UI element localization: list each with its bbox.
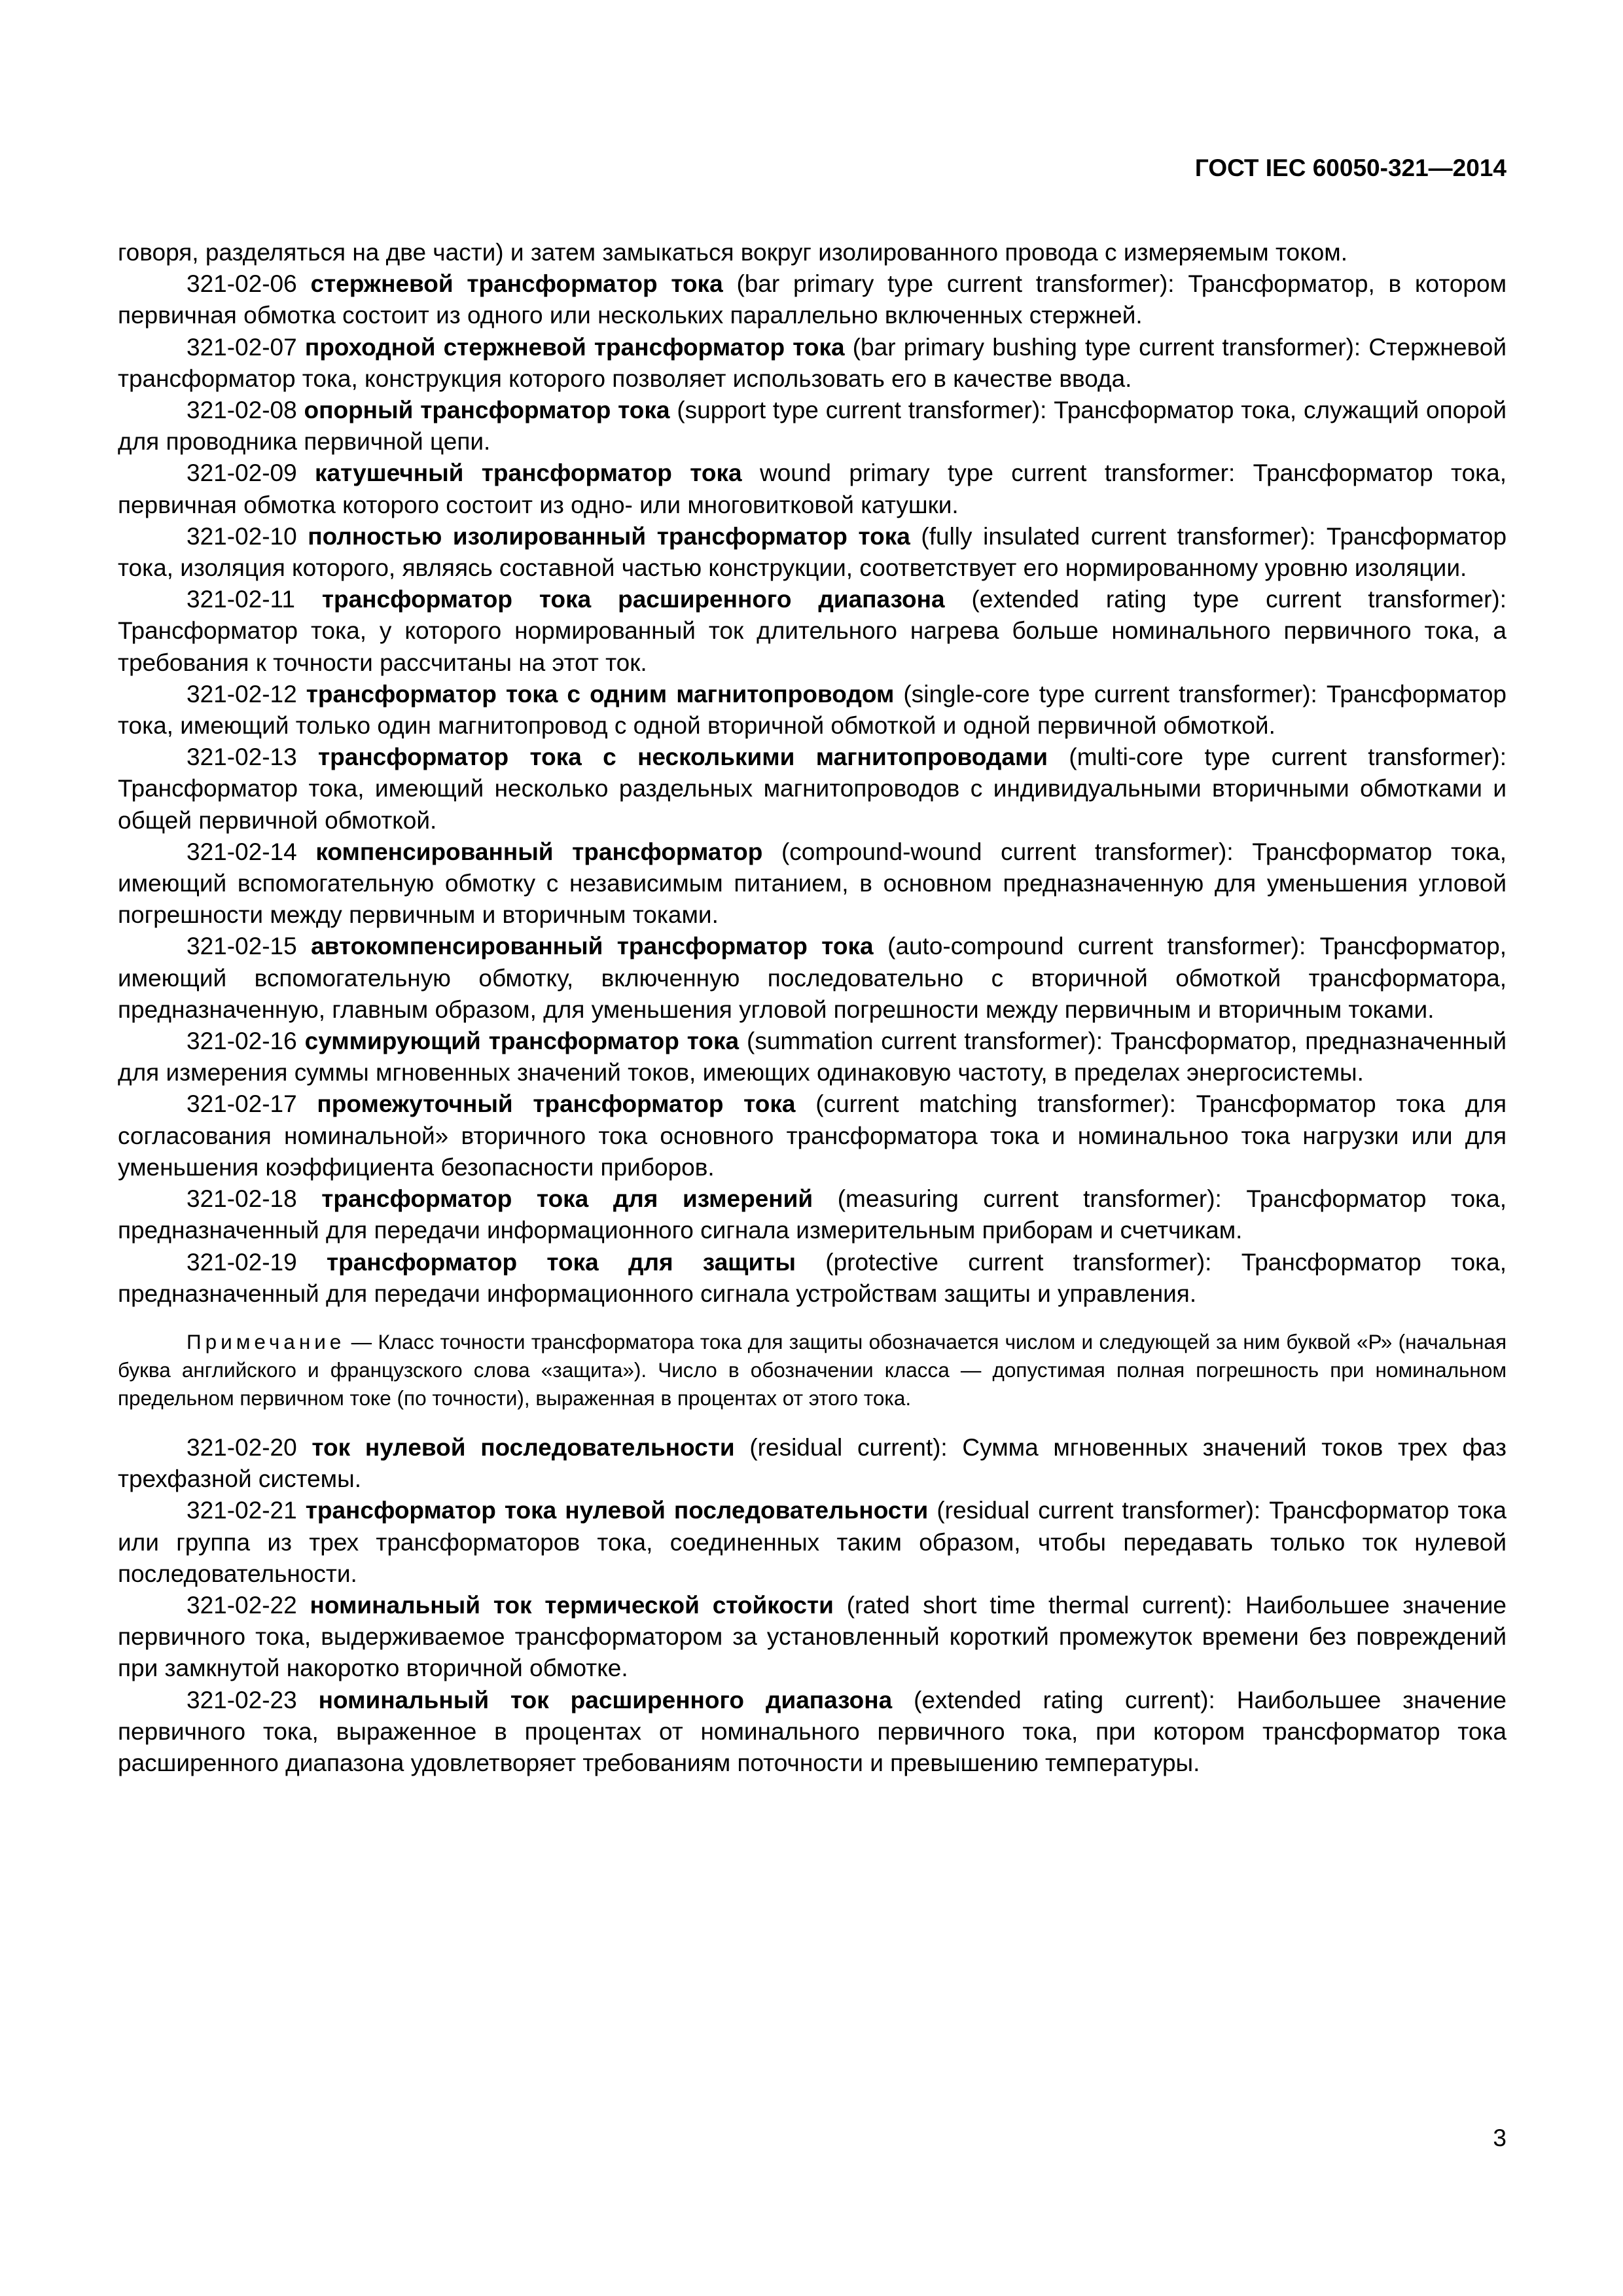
term-entry bbox=[118, 457, 1507, 520]
term-title: трансформатор тока для защиты bbox=[326, 1248, 796, 1276]
term-code: 321-02-19 bbox=[187, 1248, 297, 1276]
term-title: промежуточный трансформатор тока bbox=[317, 1090, 796, 1118]
term-entry bbox=[118, 1088, 1507, 1183]
continuation-paragraph: говоря, разделяться на две части) и затем замыкаться вокруг изолированного провода с измеряемым током. bbox=[118, 239, 1347, 266]
term-code: 321-02-21 bbox=[187, 1497, 297, 1524]
term-definition: (bar primary type current transformer): Трансформатор, в котором первичная обмотка состоит из одного или нескольких параллельно включенных стержней. bbox=[118, 270, 1507, 329]
term-entry bbox=[118, 1247, 1507, 1310]
term-definition: (compound-wound current transformer): Трансформатор тока, имеющий вспомогательную обмотку с независимым питанием, в основном предназначенную для уменьшения угловой погрешности между первичным и вторичным токами. bbox=[118, 838, 1507, 929]
term-title: проходной стержневой трансформатор тока bbox=[304, 333, 845, 361]
terms-list-b bbox=[118, 1432, 1507, 1779]
term-entry bbox=[118, 521, 1507, 584]
term-code: 321-02-22 bbox=[187, 1591, 297, 1619]
term-title: номинальный ток расширенного диапазона bbox=[318, 1686, 893, 1713]
note-text: — Класс точности трансформатора тока для защиты обозначается числом и следующей за ним буквой «Р» (начальная буква английского и французского слова «защита»). Число в обозначении класса — допустимая полная погрешность при номинальном предельном первичном токе (по точности), выраженная в процентах от этого тока. bbox=[118, 1329, 1507, 1410]
term-code: 321-02-18 bbox=[187, 1185, 297, 1213]
term-entry bbox=[118, 332, 1507, 395]
page-number: 3 bbox=[1493, 2125, 1507, 2151]
term-title: опорный трансформатор тока bbox=[304, 397, 670, 424]
term-definition: (bar primary bushing type current transformer): Стержневой трансформатор тока, конструкция которого позволяет использовать его в качестве ввода. bbox=[118, 333, 1507, 392]
term-entry bbox=[118, 395, 1507, 457]
term-definition: (summation current transformer): Трансформатор, предназначенный для измерения суммы мгновенных значений токов, имеющих одинаковую частоту, в пределах энергосистемы. bbox=[118, 1028, 1507, 1086]
term-definition: (extended rating type current transformer): Трансформатор тока, у которого нормированный ток длительного нагрева больше номинального первичного тока, а требования к точности рассчитаны на этот ток. bbox=[118, 586, 1507, 676]
term-code: 321-02-11 bbox=[187, 586, 295, 613]
term-entry bbox=[118, 679, 1507, 742]
term-definition: (protective current transformer): Трансформатор тока, предназначенный для передачи информационного сигнала устройствам защиты и управления. bbox=[118, 1248, 1507, 1307]
term-entry bbox=[118, 584, 1507, 679]
term-title: полностью изолированный трансформатор тока bbox=[308, 522, 910, 550]
term-definition: (auto-compound current transformer): Трансформатор, имеющий вспомогательную обмотку, включенную последовательно с вторичной обмоткой трансформатора, предназначенную, главным образом, для уменьшения угловой погрешности между первичным и вторичным токами. bbox=[118, 933, 1507, 1023]
term-entry bbox=[118, 1495, 1507, 1590]
term-definition: (single-core type current transformer): Трансформатор тока, имеющий только один магнитопровод с одной вторичной обмоткой и одной первичной обмоткой. bbox=[118, 680, 1507, 740]
term-definition: (rated short time thermal current): Наибольшее значение первичного тока, выдерживаемое трансформатором за установленный короткий промежуток времени без повреждений при замкнутой накоротко вторичной обмотке. bbox=[118, 1591, 1507, 1682]
term-entry bbox=[118, 1026, 1507, 1088]
term-title: суммирующий трансформатор тока bbox=[304, 1028, 740, 1055]
term-entry bbox=[118, 836, 1507, 931]
term-title: трансформатор тока расширенного диапазона bbox=[321, 586, 945, 613]
term-title: номинальный ток термической стойкости bbox=[310, 1591, 834, 1619]
term-code: 321-02-23 bbox=[187, 1686, 297, 1713]
term-entry bbox=[118, 1432, 1507, 1495]
term-code: 321-02-16 bbox=[187, 1028, 297, 1055]
term-definition: (residual current): Сумма мгновенных значений токов трех фаз трехфазной системы. bbox=[118, 1433, 1507, 1493]
term-code: 321-02-17 bbox=[187, 1090, 297, 1118]
term-title: компенсированный трансформатор bbox=[315, 838, 763, 865]
term-entry bbox=[118, 931, 1507, 1026]
term-entry bbox=[118, 1685, 1507, 1780]
term-entry bbox=[118, 1183, 1507, 1246]
note-paragraph bbox=[118, 1328, 1507, 1412]
term-code: 321-02-13 bbox=[187, 744, 297, 771]
term-definition: (residual current transformer): Трансформатор тока или группа из трех трансформаторов тока, соединенных таким образом, чтобы передавать только ток нулевой последовательности. bbox=[118, 1497, 1507, 1587]
term-code: 321-02-09 bbox=[187, 459, 297, 487]
term-code: 321-02-14 bbox=[187, 838, 297, 865]
term-code: 321-02-06 bbox=[187, 270, 297, 298]
term-code: 321-02-07 bbox=[187, 333, 297, 361]
term-entry bbox=[118, 1590, 1507, 1685]
term-title: трансформатор тока для измерений bbox=[321, 1185, 813, 1213]
term-definition: (multi-core type current transformer): Трансформатор тока, имеющий несколько раздельных магнитопроводов с индивидуальными вторичными обмотками и общей первичной обмоткой. bbox=[118, 744, 1507, 834]
term-code: 321-02-20 bbox=[187, 1433, 297, 1461]
note-label: Примечание bbox=[187, 1329, 346, 1354]
term-title: трансформатор тока нулевой последовательности bbox=[305, 1497, 929, 1524]
term-title: трансформатор тока с несколькими магнитопроводами bbox=[318, 744, 1048, 771]
term-definition: (current matching transformer): Трансформатор тока для согласования номинальной» вторичного тока основного трансформатора тока и номинальноо тока нагрузки или для уменьшения коэффициента безопасности приборов. bbox=[118, 1090, 1507, 1181]
term-title: катушечный трансформатор тока bbox=[315, 459, 742, 487]
term-code: 321-02-15 bbox=[187, 933, 297, 960]
term-title: трансформатор тока с одним магнитопроводом bbox=[306, 680, 895, 708]
terms-list-a bbox=[118, 268, 1507, 1310]
term-code: 321-02-08 bbox=[187, 397, 297, 424]
term-definition: (measuring current transformer): Трансформатор тока, предназначенный для передачи информационного сигнала измерительным приборам и счетчикам. bbox=[118, 1185, 1507, 1244]
term-code: 321-02-10 bbox=[187, 522, 297, 550]
term-title: автокомпенсированный трансформатор тока bbox=[311, 933, 874, 960]
term-definition: (fully insulated current transformer): Трансформатор тока, изоляция которого, являясь составной частью конструкции, соответствует его нормированному уровню изоляции. bbox=[118, 522, 1507, 582]
term-definition: (extended rating current): Наибольшее значение первичного тока, выраженное в процентах от номинального первичного тока, при котором трансформатор тока расширенного диапазона удовлетворяет требованиям поточности и превышению температуры. bbox=[118, 1686, 1507, 1776]
document-body bbox=[118, 237, 1507, 1779]
term-entry bbox=[118, 268, 1507, 331]
term-code: 321-02-12 bbox=[187, 680, 297, 708]
term-entry bbox=[118, 742, 1507, 836]
term-title: стержневой трансформатор тока bbox=[310, 270, 723, 298]
document-header: ГОСТ IEC 60050-321—2014 bbox=[1194, 154, 1507, 181]
term-definition: (support type current transformer): Трансформатор тока, служащий опорой для проводника первичной цепи. bbox=[118, 397, 1507, 456]
term-definition: wound primary type current transformer: Трансформатор тока, первичная обмотка которого состоит из одно- или многовитковой катушки. bbox=[118, 459, 1507, 518]
term-title: ток нулевой последовательности bbox=[312, 1433, 735, 1461]
